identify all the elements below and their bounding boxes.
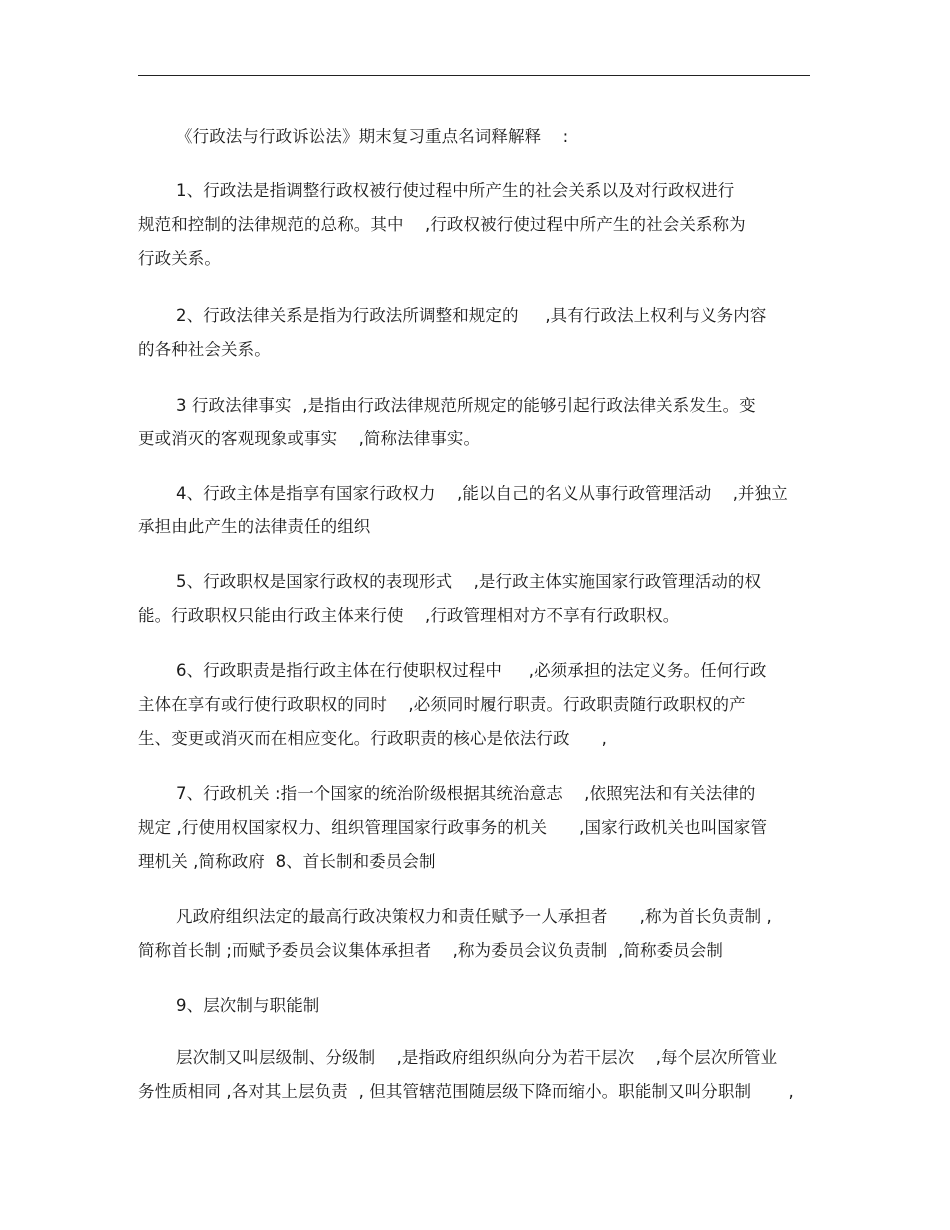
paragraph-3-line-1: 3 行政法律事实 ,是指由行政法律规范所规定的能够引起行政法律关系发生。变: [176, 396, 756, 415]
paragraph-4-line-2: 承担由此产生的法律责任的组织: [138, 517, 371, 536]
paragraph-2-line-1: 2、行政法律关系是指为行政法所调整和规定的 ,具有行政法上权利与义务内容: [176, 306, 767, 325]
paragraph-1-line-2: 规范和控制的法律规范的总称。其中 ,行政权被行使过程中所产生的社会关系称为: [138, 215, 746, 234]
header-rule: [138, 75, 810, 76]
paragraph-7-line-3: 理机关 ,简称政府 8、首长制和委员会制: [138, 852, 436, 871]
paragraph-8-line-2: 简称首长制 ;而赋予委员会议集体承担者 ,称为委员会议负责制 ,简称委员会制: [138, 941, 723, 960]
paragraph-6-line-2: 主体在享有或行使行政职权的同时 ,必须同时履行职责。行政职责随行政职权的产: [138, 695, 746, 714]
paragraph-7-line-2: 规定 ,行使用权国家权力、组织管理国家行政事务的机关 ,国家行政机关也叫国家管: [138, 818, 768, 837]
paragraph-7-line-1: 7、行政机关 :指一个国家的统治阶级根据其统治意志 ,依照宪法和有关法律的: [176, 784, 756, 803]
paragraph-8-line-1: 凡政府组织法定的最高行政决策权力和责任赋予一人承担者 ,称为首长负责制 ,: [176, 907, 772, 926]
paragraph-9-heading: 9、层次制与职能制: [176, 996, 320, 1015]
paragraph-5-line-1: 5、行政职权是国家行政权的表现形式 ,是行政主体实施国家行政管理活动的权: [176, 572, 762, 591]
paragraph-3-line-2: 更或消灭的客观现象或事实 ,简称法律事实。: [138, 429, 481, 448]
paragraph-10-line-1: 层次制又叫层级制、分级制 ,是指政府组织纵向分为若干层次 ,每个层次所管业: [176, 1048, 778, 1067]
paragraph-1-line-1: 1、行政法是指调整行政权被行使过程中所产生的社会关系以及对行政权进行: [176, 181, 735, 200]
paragraph-10-line-2: 务性质相同 ,各对其上层负责 , 但其管辖范围随层级下降而缩小。职能制又叫分职制 ,: [138, 1082, 794, 1101]
paragraph-1-line-3: 行政关系。: [138, 249, 221, 268]
paragraph-6-line-3: 生、变更或消灭而在相应变化。行政职责的核心是依法行政 ,: [138, 729, 608, 748]
paragraph-2-line-2: 的各种社会关系。: [138, 340, 271, 359]
document-title: 《行政法与行政诉讼法》期末复习重点名词释解释 :: [176, 127, 569, 146]
paragraph-5-line-2: 能。行政职权只能由行政主体来行使 ,行政管理相对方不享有行政职权。: [138, 606, 680, 625]
paragraph-4-line-1: 4、行政主体是指享有国家行政权力 ,能以自己的名义从事行政管理活动 ,并独立: [176, 484, 788, 503]
paragraph-6-line-1: 6、行政职责是指行政主体在行使职权过程中 ,必须承担的法定义务。任何行政: [176, 661, 767, 680]
